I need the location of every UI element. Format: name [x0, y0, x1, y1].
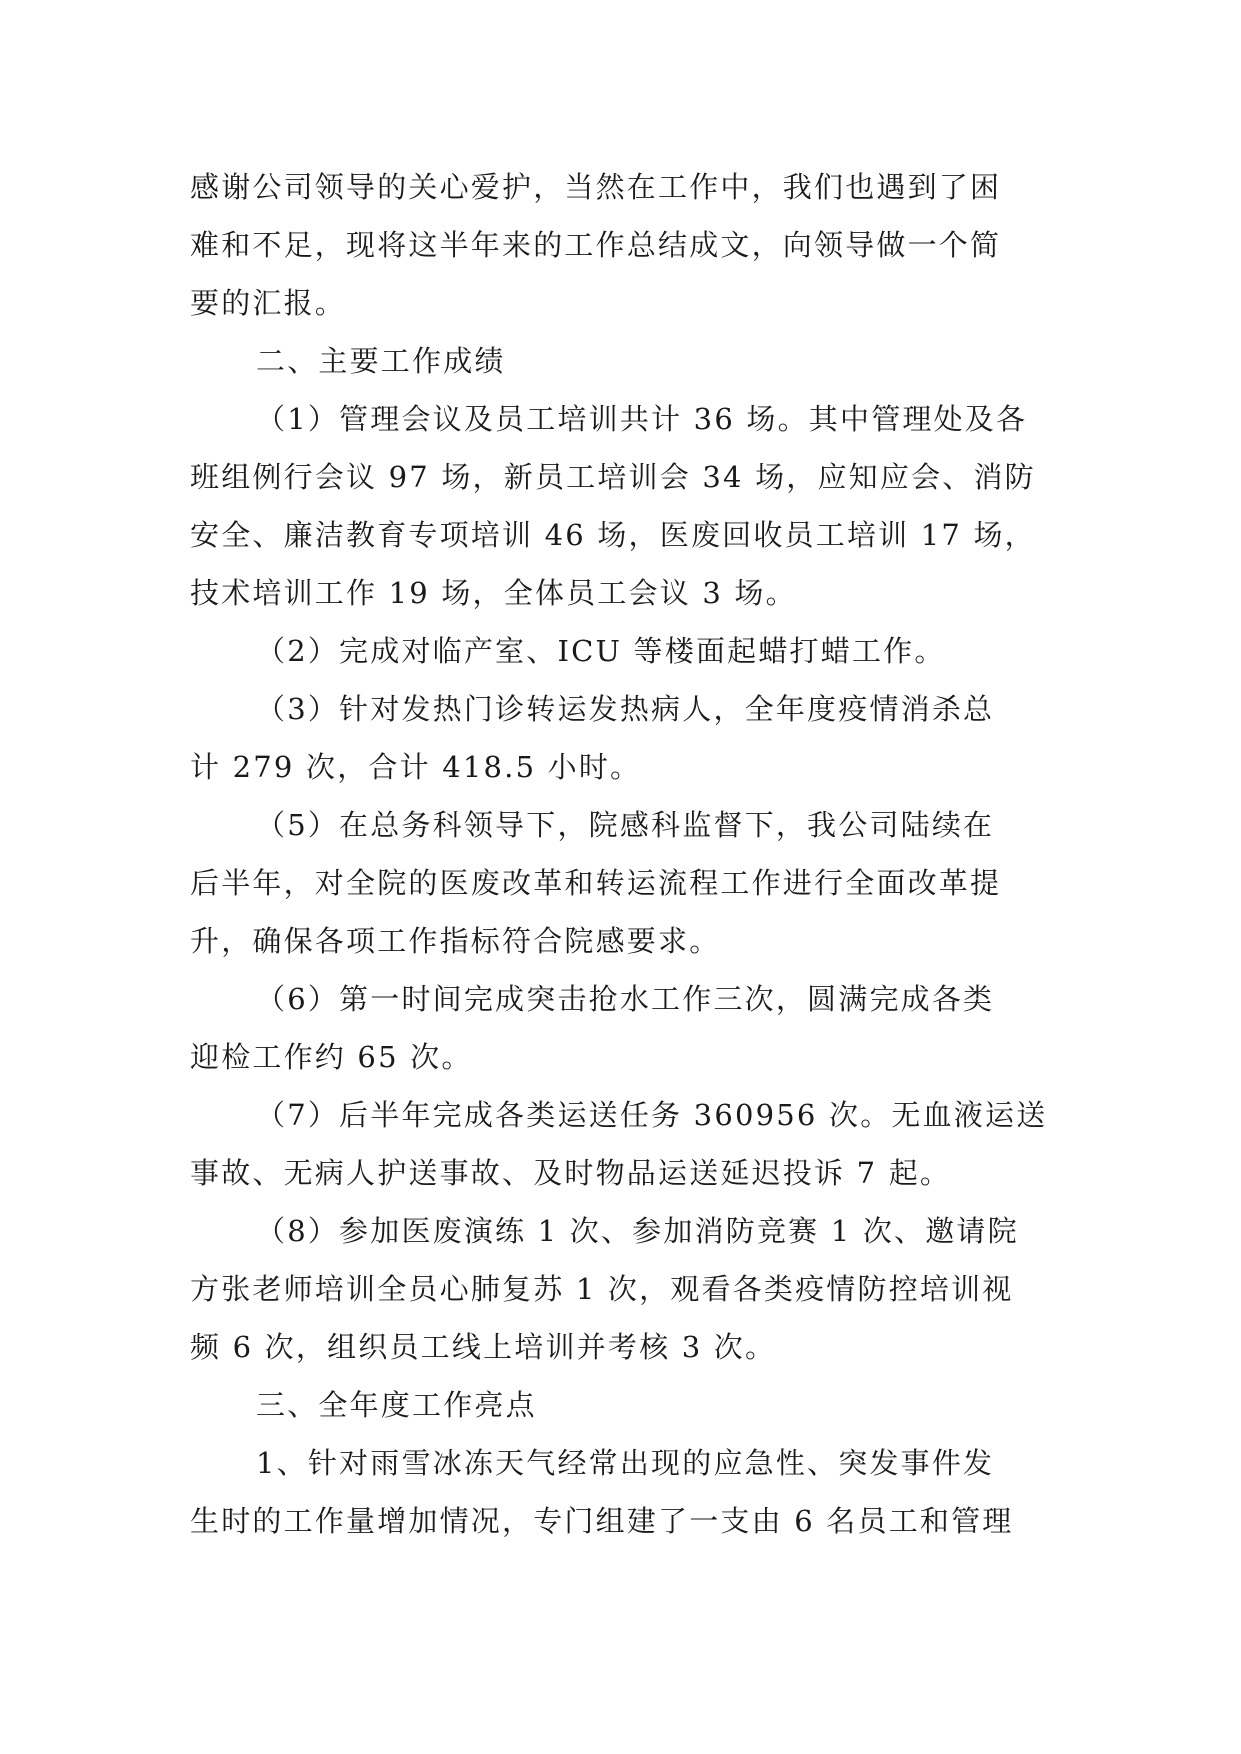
document-body [190, 158, 1070, 1550]
text-line: 频 6 次，组织员工线上培训并考核 3 次。 [190, 1330, 777, 1364]
list-item-start: （6）第一时间完成突击抢水工作三次，圆满完成各类 [256, 982, 995, 1016]
text-line: 升，确保各项工作指标符合院感要求。 [190, 924, 721, 958]
list-item-start: （3）针对发热门诊转运发热病人，全年度疫情消杀总 [256, 692, 995, 726]
text-line: 计 279 次，合计 418.5 小时。 [190, 750, 642, 784]
text-line: 技术培训工作 19 场，全体员工会议 3 场。 [190, 576, 797, 610]
list-item-start: （7）后半年完成各类运送任务 360956 次。无血液运送 [256, 1098, 1048, 1132]
text-line: 感谢公司领导的关心爱护，当然在工作中，我们也遇到了困 [190, 170, 1002, 204]
text-line: 后半年，对全院的医废改革和转运流程工作进行全面改革提 [190, 866, 1002, 900]
text-line: 安全、廉洁教育专项培训 46 场，医废回收员工培训 17 场， [190, 518, 1036, 552]
list-item-start: 1、针对雨雪冰冻天气经常出现的应急性、突发事件发 [256, 1446, 995, 1480]
list-item-start: （2）完成对临产室、ICU 等楼面起蜡打蜡工作。 [256, 634, 946, 668]
section-heading: 二、主要工作成绩 [256, 344, 506, 378]
text-line: 事故、无病人护送事故、及时物品运送延迟投诉 7 起。 [190, 1156, 952, 1190]
list-item-start: （8）参加医废演练 1 次、参加消防竞赛 1 次、邀请院 [256, 1214, 1019, 1248]
text-line: 难和不足，现将这半年来的工作总结成文，向领导做一个简 [190, 228, 1002, 262]
text-line: 方张老师培训全员心肺复苏 1 次，观看各类疫情防控培训视 [190, 1272, 1014, 1306]
list-item-start: （5）在总务科领导下，院感科监督下，我公司陆续在 [256, 808, 995, 842]
text-line: 迎检工作约 65 次。 [190, 1040, 473, 1074]
text-line: 要的汇报。 [190, 286, 347, 320]
text-line: 生时的工作量增加情况，专门组建了一支由 6 名员工和管理 [190, 1504, 1014, 1538]
section-heading: 三、全年度工作亮点 [256, 1388, 537, 1422]
list-item-start: （1）管理会议及员工培训共计 36 场。其中管理处及各 [256, 402, 1028, 436]
text-line: 班组例行会议 97 场，新员工培训会 34 场，应知应会、消防 [190, 460, 1036, 494]
